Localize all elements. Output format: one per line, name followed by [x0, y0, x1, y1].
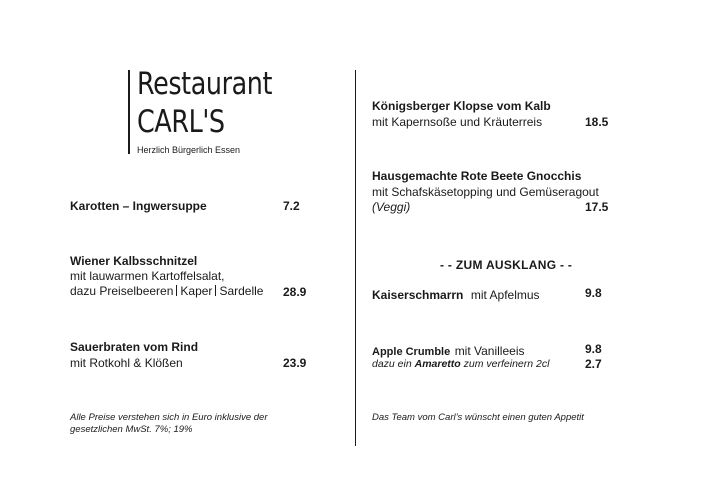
menu-item-price: 7.2 — [283, 199, 300, 213]
desc-part: Sardelle — [219, 284, 264, 298]
footnote-line1: Alle Preise verstehen sich in Euro inklusive der — [70, 412, 268, 423]
menu-item-price: 9.8 — [585, 286, 602, 300]
logo-subtitle: Herzlich Bürgerlich Essen — [137, 145, 241, 155]
menu-item-name: Sauerbraten vom Rind — [70, 340, 199, 354]
footnote-line2: gesetzlichen MwSt. 7%; 19% — [70, 424, 193, 435]
menu-item-price: 23.9 — [283, 356, 307, 370]
menu-item-price: 18.5 — [585, 115, 609, 129]
desc-part: dazu Preiselbeeren — [70, 284, 174, 298]
extra-text: zum verfeinern 2cl — [463, 358, 550, 370]
separator — [215, 285, 216, 296]
menu-item-name: Kaiserschmarrn — [372, 288, 464, 302]
column-divider — [355, 70, 356, 446]
closing-note: Das Team vom Carl’s wünscht einen guten Appetit — [372, 412, 584, 423]
menu-item-description: mit Apfelmus — [470, 288, 540, 302]
menu-item-description: mit Schafskäsetopping und Gemüseragout — [372, 185, 599, 199]
menu-item-price: 9.8 — [585, 342, 602, 356]
veggi-note: (Veggi) — [372, 200, 411, 214]
menu-item-description: mit Vanilleeis — [454, 344, 525, 358]
desc-part: Kaper — [180, 284, 213, 298]
extra-text: dazu ein — [372, 358, 412, 370]
menu-item-price: 17.5 — [585, 200, 609, 214]
extra-offer — [372, 358, 549, 370]
menu-item-row — [372, 286, 540, 304]
menu-item-name: Apple Crumble — [372, 346, 451, 358]
separator — [176, 285, 177, 296]
logo-carls-text: CARL'S — [137, 104, 225, 140]
menu-item-description-line2 — [70, 284, 263, 299]
menu-item-description: mit Kapernsoße und Kräuterreis — [372, 115, 543, 129]
section-title: - - ZUM AUSKLANG - - — [440, 258, 573, 272]
menu-item-name: Karotten – Ingwersuppe — [70, 199, 207, 213]
menu-item-name: Hausgemachte Rote Beete Gnocchis — [372, 169, 582, 183]
menu-item-description: mit Rotkohl & Klößen — [70, 356, 183, 370]
logo-bar — [128, 70, 130, 154]
menu-item-description: mit lauwarmen Kartoffelsalat, — [70, 269, 225, 283]
extra-price: 2.7 — [585, 357, 602, 371]
menu-item-name: Wiener Kalbsschnitzel — [70, 254, 198, 268]
logo-restaurant-text: Restaurant — [137, 66, 273, 102]
menu-item-price: 28.9 — [283, 285, 307, 299]
amaretto-text: Amaretto — [414, 358, 461, 370]
menu-item-name: Königsberger Klopse vom Kalb — [372, 99, 551, 113]
